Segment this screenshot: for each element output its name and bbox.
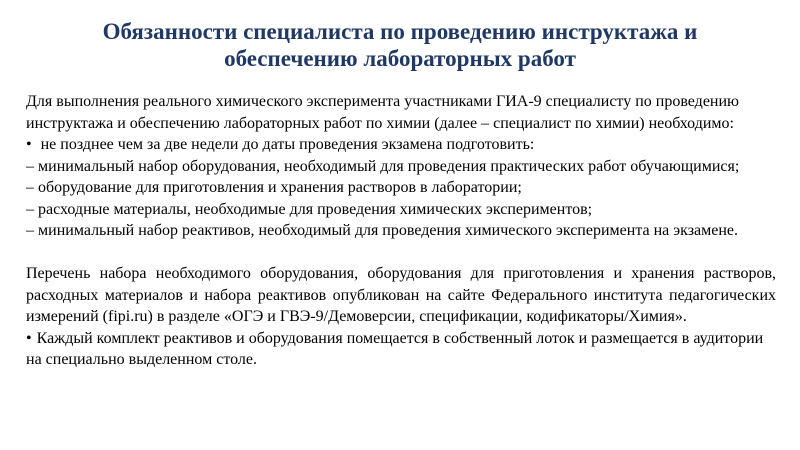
dash-item: – оборудование для приготовления и хранения растворов в лаборатории; xyxy=(26,179,522,196)
paragraph-spacer xyxy=(26,242,776,264)
intro-paragraph: Для выполнения реального химического эксперимента участниками ГИА-9 специалисту по проведению инструктажа и обеспечению лабораторных работ по химии (далее – специалист по химии) необходимо: xyxy=(26,93,739,132)
publication-paragraph: Перечень набора необходимого оборудования, оборудования для приготовления и хранения растворов, расходных материалов и набора реактивов опубликован на сайте Федерального института педагогических измерений (fipi.ru) в разделе «ОГЭ и ГВЭ-9/Демоверсии, спецификации, кодификаторы/Химия». xyxy=(26,265,776,325)
slide-title: Обязанности специалиста по проведению инструктажа и обеспечению лабораторных работ xyxy=(102,19,698,71)
bullet-item-prepare-text: не позднее чем за две недели до даты проведения экзамена подготовить: xyxy=(40,136,535,153)
dash-item: – минимальный набор реактивов, необходимый для проведения химического эксперимента на экзамене. xyxy=(26,222,739,239)
bullet-icon: • xyxy=(26,136,32,153)
slide-body xyxy=(26,91,776,371)
bullet-item-prepare xyxy=(26,134,776,156)
bullet-item-tray-text: Каждый комплект реактивов и оборудования помещается в собственный лоток и размещается в аудитории на специально выделенном столе. xyxy=(26,329,764,368)
dash-item: – расходные материалы, необходимые для проведения химических экспериментов; xyxy=(26,200,593,218)
bullet-icon: • xyxy=(26,329,32,347)
bullet-item-tray xyxy=(26,328,776,371)
dash-item: – минимальный набор оборудования, необходимый для проведения практических работ обучающимися; xyxy=(26,157,740,175)
